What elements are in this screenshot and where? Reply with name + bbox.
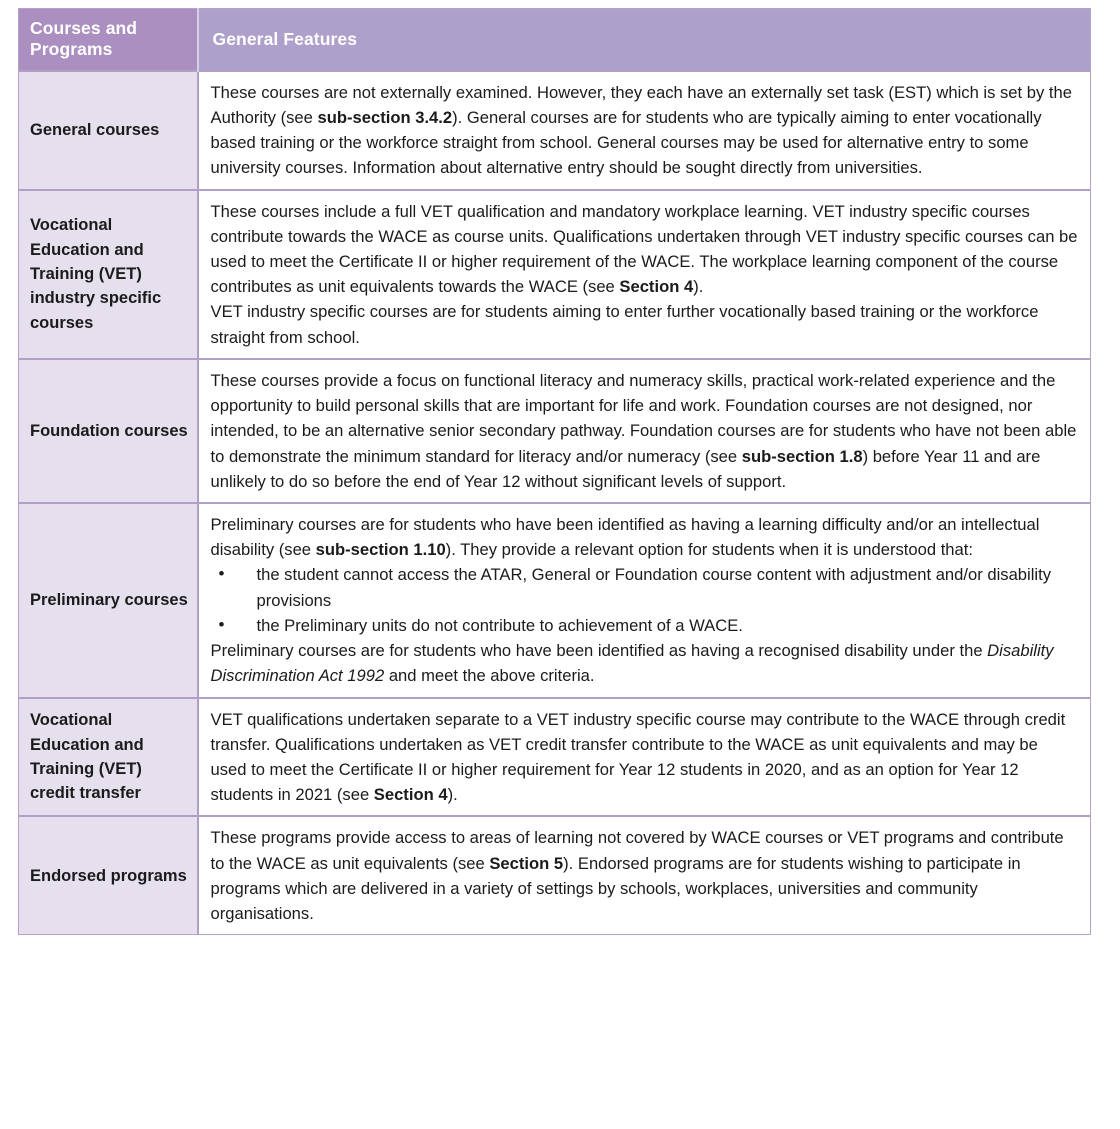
feature-paragraph: These courses provide a focus on functional literacy and numeracy skills, practical work-related experience and the opportunity to build personal skills that are important for life and work. Foundation courses are not designed, nor intended, to be an alternative senior secondary pathway. Foundation courses are for students who have not been able to demonstrate the minimum standard for literacy and/or numeracy (see sub-section 1.8) before Year 11 and are unlikely to do so before the end of Year 12 without significant levels of support. bbox=[210, 370, 1077, 491]
row-features-cell bbox=[198, 359, 1091, 503]
row-features-cell bbox=[198, 698, 1091, 817]
feature-bullet-item: • the student cannot access the ATAR, General or Foundation course content with adjustment and/or disability provisions bbox=[211, 562, 1079, 612]
row-label-cell: General courses bbox=[19, 71, 198, 190]
table-row bbox=[19, 503, 1091, 698]
table-header-row bbox=[19, 9, 1091, 71]
row-label-cell: Preliminary courses bbox=[19, 503, 198, 698]
row-features-cell bbox=[198, 190, 1091, 359]
feature-paragraph: Preliminary courses are for students who have been identified as having a learning difficulty and/or an intellectual disability (see sub-section 1.10). They provide a relevant option for students when it is understood that: bbox=[210, 514, 1040, 560]
table-header bbox=[19, 9, 1091, 71]
table-row bbox=[19, 816, 1091, 934]
courses-and-programs-table-container bbox=[18, 8, 1090, 935]
row-label-cell: Vocational Education and Training (VET) credit transfer bbox=[19, 698, 198, 817]
row-features-cell bbox=[198, 816, 1091, 934]
row-label-cell: Vocational Education and Training (VET) industry specific courses bbox=[19, 190, 198, 359]
table-row bbox=[19, 359, 1091, 503]
column-header-courses-and-programs: Courses and Programs bbox=[19, 9, 198, 71]
feature-paragraph: VET qualifications undertaken separate to a VET industry specific course may contribute to the WACE through credit transfer. Qualifications undertaken as VET credit transfer contribute to the WACE as unit equivalents and may be used to meet the Certificate II or higher requirement for Year 12 students in 2020, and as an option for Year 12 students in 2021 (see Section 4). bbox=[210, 709, 1066, 805]
table-row bbox=[19, 71, 1091, 190]
row-features-cell bbox=[198, 503, 1091, 698]
feature-bullet-list bbox=[211, 562, 1079, 638]
row-label-cell: Foundation courses bbox=[19, 359, 198, 503]
table-body bbox=[19, 71, 1091, 935]
row-label-cell: Endorsed programs bbox=[19, 816, 198, 934]
row-features-cell bbox=[198, 71, 1091, 190]
feature-bullet-item: • the Preliminary units do not contribute to achievement of a WACE. bbox=[211, 613, 1079, 638]
feature-paragraph: These programs provide access to areas of learning not covered by WACE courses or VET programs and contribute to the WACE as unit equivalents (see Section 5). Endorsed programs are for students wishing to participate in programs which are delivered in a variety of settings by schools, workplaces, universities and community organisations. bbox=[210, 828, 1064, 924]
feature-paragraph: Preliminary courses are for students who have been identified as having a recognised disability under the Disability Discrimination Act 1992 and meet the above criteria. bbox=[210, 641, 1054, 686]
table-row bbox=[19, 190, 1091, 359]
feature-paragraph: These courses include a full VET qualification and mandatory workplace learning. VET industry specific courses contribute towards the WACE as course units. Qualifications undertaken through VET industry specific courses can be used to meet the Certificate II or higher requirement of the WACE. The workplace learning component of the course contributes as unit equivalents towards the WACE (see Section 4). bbox=[210, 201, 1078, 297]
feature-paragraph: These courses are not externally examined. However, they each have an externally set task (EST) which is set by the Authority (see sub-section 3.4.2). General courses are for students who are typically aiming to enter vocationally based training or the workforce straight from school. General courses may be used for alternative entry to some university courses. Information about alternative entry should be sought directly from universities. bbox=[210, 82, 1072, 178]
feature-paragraph: VET industry specific courses are for students aiming to enter further vocationally based training or the workforce straight from school. bbox=[210, 302, 1039, 347]
table-row bbox=[19, 698, 1091, 817]
column-header-general-features: General Features bbox=[198, 9, 1091, 71]
courses-and-programs-table bbox=[18, 8, 1091, 935]
